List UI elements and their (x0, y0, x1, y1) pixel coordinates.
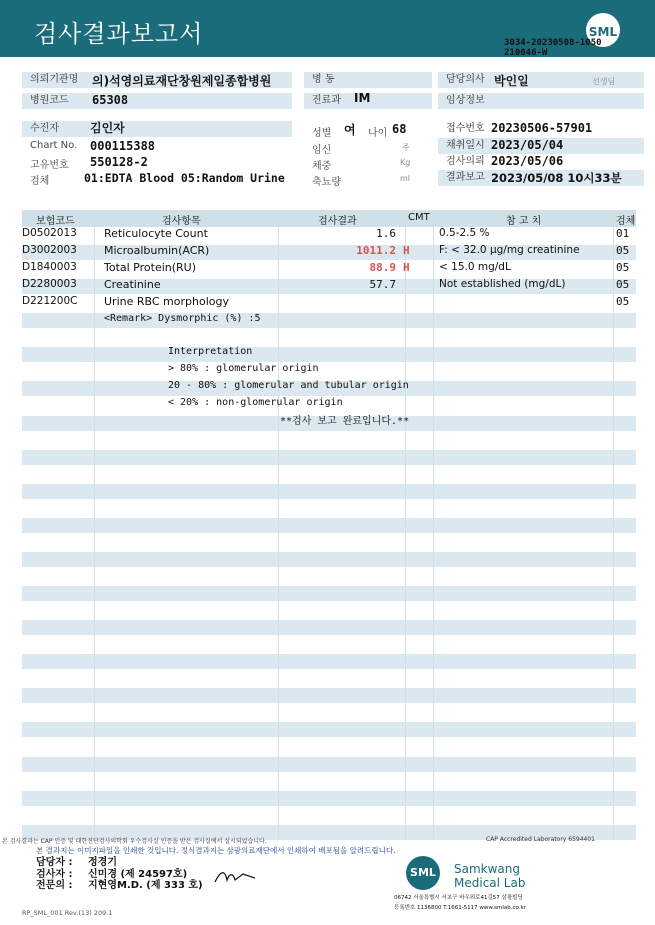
age-label: 나이 (368, 128, 388, 139)
specimen-value: 01:EDTA Blood 05:Random Urine (84, 171, 285, 185)
doctor-label: 담당의사 (446, 74, 485, 85)
row-insurance-code: D221200C (22, 295, 78, 307)
table-stripe (22, 518, 636, 533)
request-label: 검사의뢰 (446, 156, 485, 167)
row-result: 1011.2 (356, 244, 396, 257)
handwritten-signature-icon (213, 866, 257, 886)
clinical-label: 임상정보 (446, 95, 485, 106)
company-contact: 등록번호 1136800 T.1661-5117 www.smlab.co.kr (394, 905, 527, 911)
row-specimen: 05 (616, 278, 630, 291)
header-result: 검사결과 (318, 216, 357, 227)
signature-staff-label: 담당자 : (36, 857, 73, 868)
column-divider (613, 210, 614, 840)
table-stripe (22, 791, 636, 806)
row-test-item: Microalbumin(ACR) (104, 244, 210, 257)
results-table-header (22, 210, 636, 227)
patient-label: 수진자 (30, 123, 59, 134)
row-reference: 0.5-2.5 % (439, 227, 490, 239)
header-specimen: 검체 (616, 216, 636, 227)
collect-label: 채취일시 (446, 140, 485, 151)
table-stripe (22, 450, 636, 465)
table-stripe (22, 484, 636, 499)
company-name-line-2: Medical Lab (454, 876, 526, 890)
row-insurance-code: D1840003 (22, 261, 77, 273)
collect-value: 2023/05/04 (491, 138, 564, 152)
urine-volume-unit: ml (400, 174, 411, 183)
row-specimen: 05 (616, 295, 630, 308)
sml-logo-icon: SML (586, 13, 620, 47)
column-divider (433, 210, 434, 840)
interpretation-line: 20 - 80% : glomerular and tubular origin (168, 380, 409, 391)
row-cmt: H (403, 261, 410, 274)
ward-label: 병 동 (312, 74, 335, 85)
company-name-line-1: Samkwang (454, 862, 520, 876)
table-stripe (22, 586, 636, 601)
id-label: 고유번호 (30, 160, 69, 171)
column-divider (278, 210, 279, 840)
reference-line-1: 3034-20230508-1050 (504, 38, 602, 48)
dept-label: 진료과 (312, 95, 341, 106)
report-label: 결과보고 (446, 172, 485, 183)
row-specimen: 05 (616, 244, 630, 257)
table-stripe (22, 552, 636, 567)
chart-value: 000115388 (90, 139, 156, 153)
row-result: 57.7 (369, 278, 396, 291)
hospital-code-row (22, 93, 292, 109)
pregnancy-label: 임신 (312, 145, 332, 156)
cap-text: CAP Accredited Laboratory 6594401 (486, 836, 595, 843)
specimen-label: 검체 (30, 176, 50, 187)
client-label: 의뢰기관명 (30, 74, 79, 85)
sex-value: 여 (344, 123, 356, 137)
signature-tester-value: 신미경 (제 24597호) (88, 869, 188, 880)
clinical-row (438, 93, 644, 109)
doctor-value: 박인일 (494, 74, 529, 88)
table-stripe (22, 620, 636, 635)
reference-number (504, 38, 602, 58)
notice-text: 본 결과지는 이미지파일을 인쇄한 것입니다. 정식결과지는 삼광의료재단에서 인쇄하여 배포됨을 알려드립니다. (36, 846, 396, 855)
hospital-code-label: 병원코드 (30, 95, 69, 106)
signature-tester-label: 검사자 : (36, 869, 73, 880)
receipt-label: 접수번호 (446, 123, 485, 134)
receipt-value: 20230506-57901 (491, 121, 593, 135)
id-value: 550128-2 (90, 155, 148, 169)
row-reference: Not established (mg/dL) (439, 278, 566, 290)
table-stripe (22, 722, 636, 737)
signature-specialist-label: 전문의 : (36, 880, 73, 891)
sex-label: 성별 (312, 128, 332, 139)
client-value: 의)석영의료재단창원제일종합병원 (92, 74, 272, 88)
row-test-item: Total Protein(RU) (104, 261, 197, 274)
company-address: 06742 서울특별시 서초구 바우뫼로41길57 삼광빌딩 (394, 895, 523, 901)
chart-label: Chart No. (30, 140, 78, 151)
interpretation-line: > 80% : glomerular origin (168, 363, 319, 374)
column-divider (405, 210, 406, 840)
report-value: 2023/05/08 10시33분 (491, 171, 622, 185)
row-test-item: Reticulocyte Count (104, 227, 208, 240)
ward-row (304, 72, 432, 88)
row-result: 88.9 (369, 261, 396, 274)
table-stripe (22, 347, 636, 362)
interpretation-line: < 20% : non-glomerular origin (168, 397, 343, 408)
dept-value: IM (354, 91, 371, 105)
row-specimen: 01 (616, 227, 630, 240)
row-reference: < 15.0 mg/dL (439, 261, 511, 273)
table-stripe (22, 688, 636, 703)
pregnancy-unit: 주 (402, 143, 410, 152)
form-code: RP_SML_001 Rev.(13) 209.1 (22, 909, 113, 917)
row-specimen: 05 (616, 261, 630, 274)
row-insurance-code: D2280003 (22, 278, 77, 290)
row-test-item: Creatinine (104, 278, 161, 291)
company-logo-icon: SML (406, 856, 440, 890)
age-value: 68 (392, 122, 407, 136)
interpretation-title: Interpretation (168, 346, 253, 357)
report-title: 검사결과보고서 (34, 20, 204, 48)
column-divider (94, 210, 95, 840)
row-cmt: H (403, 244, 410, 257)
row-reference: F: < 32.0 μg/mg creatinine (439, 244, 580, 256)
patient-value: 김인자 (90, 121, 125, 135)
table-stripe (22, 654, 636, 669)
weight-unit: Kg (400, 158, 411, 167)
disclaimer-text: 본 검사결과는 CAP 인증 및 대한진단검사의학회 우수검사실 인증을 받은 검사실에서 실시되었습니다. (2, 838, 267, 845)
header-reference: 참 고 치 (506, 216, 542, 227)
row-insurance-code: D0502013 (22, 227, 77, 239)
reference-line-2: 210046-W (504, 48, 548, 58)
request-value: 2023/05/06 (491, 154, 564, 168)
weight-label: 체중 (312, 161, 332, 172)
patient-row (22, 121, 292, 137)
header-insurance-code: 보험코드 (36, 216, 75, 227)
hospital-code-value: 65308 (92, 93, 129, 107)
row-result: 1.6 (376, 227, 396, 240)
row-insurance-code: D3002003 (22, 244, 77, 256)
signature-specialist-value: 지현영M.D. (제 333 호) (88, 880, 203, 891)
doctor-suffix: 선생님 (592, 77, 616, 86)
row-test-item: Urine RBC morphology (104, 295, 229, 308)
table-stripe (22, 757, 636, 772)
urine-volume-label: 축뇨량 (312, 177, 341, 188)
remark-text: <Remark> Dysmorphic (%) :5 (104, 313, 261, 324)
signature-staff-value: 정경기 (88, 857, 117, 868)
report-complete-text: **검사 보고 완료입니다.** (280, 416, 410, 427)
header-cmt: CMT (408, 212, 430, 223)
header-test-item: 검사항목 (162, 216, 201, 227)
